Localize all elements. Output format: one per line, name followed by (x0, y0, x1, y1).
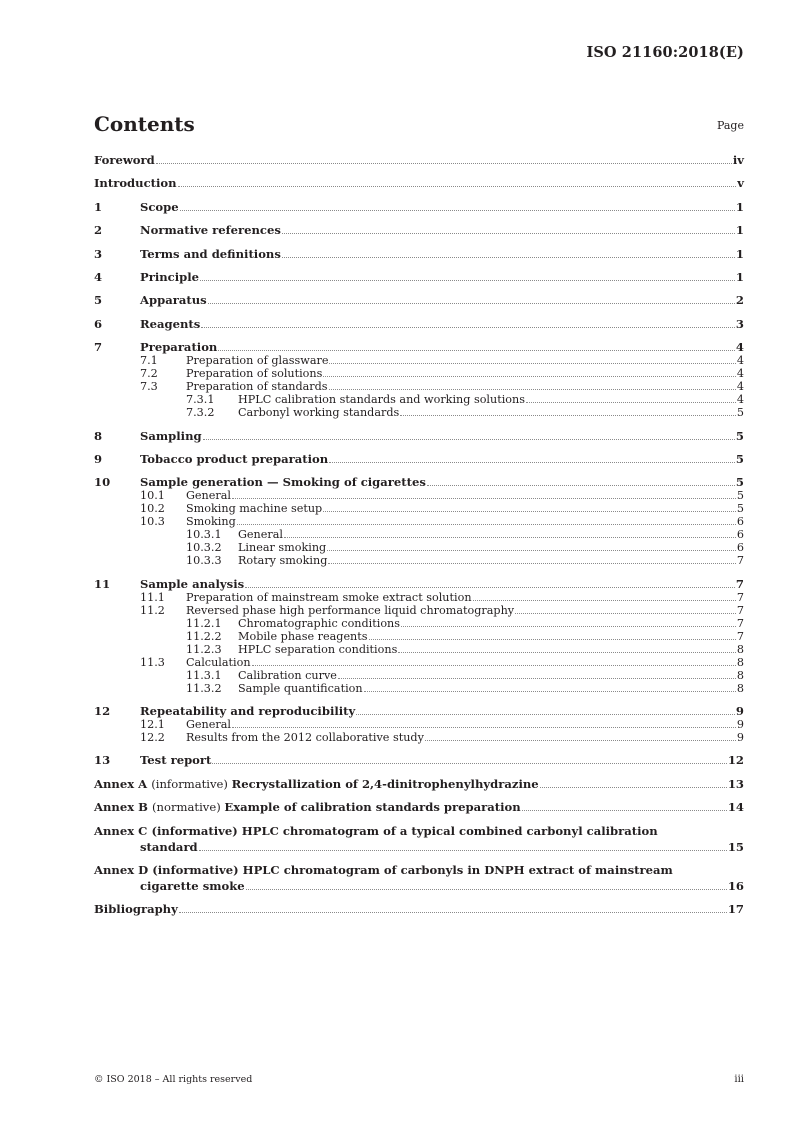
annex-entry[interactable] (94, 778, 744, 791)
dot-leader (179, 912, 727, 913)
bibliography-entry[interactable] (94, 903, 744, 916)
toc-entry[interactable] (94, 656, 744, 669)
section-number: 10.3.2 (186, 541, 222, 555)
section-number: 11.2.1 (186, 616, 222, 630)
section-title[interactable]: HPLC calibration standards and working solutions (238, 393, 525, 407)
section-title[interactable]: Terms and definitions (140, 246, 281, 261)
page-ref: 1 (735, 223, 744, 238)
section-title[interactable]: Results from the 2012 collaborative study (186, 731, 424, 745)
toc-entry[interactable] (94, 718, 744, 731)
section-title[interactable]: Calculation (186, 655, 251, 669)
toc-entry[interactable] (94, 604, 744, 617)
page-ref: 4 (735, 340, 744, 355)
toc-entry[interactable] (94, 754, 744, 767)
annex-type: (normative) (152, 800, 225, 815)
annex-type: (informative) (151, 823, 242, 838)
section-number: 11.2.2 (186, 629, 222, 643)
annex-entry[interactable] (94, 825, 744, 854)
bibliography-title[interactable]: Bibliography (94, 902, 178, 917)
section-title[interactable]: Chromatographic conditions (238, 616, 401, 630)
section-number: 1 (94, 199, 103, 214)
toc-entry[interactable] (94, 682, 744, 695)
section-title[interactable]: Rotary smoking (238, 554, 328, 568)
section-number: 4 (94, 269, 103, 284)
dot-leader (156, 163, 732, 164)
section-number: 11.2 (140, 603, 165, 617)
annex-title-continued[interactable] (94, 841, 744, 854)
dot-leader (369, 639, 736, 640)
dot-leader (232, 727, 736, 728)
annex-heading-cont: standard (140, 839, 198, 854)
page-ref: 4 (736, 367, 744, 381)
section-number: 9 (94, 451, 103, 466)
toc-entry[interactable] (94, 430, 744, 443)
page-ref: 1 (735, 246, 744, 261)
section-title[interactable]: Test report (140, 753, 212, 768)
toc-entry[interactable] (94, 630, 744, 643)
section-number: 7.2 (140, 367, 158, 381)
section-number: 8 (94, 428, 103, 443)
toc-entry[interactable] (94, 669, 744, 682)
toc-entry[interactable] (94, 354, 744, 367)
page-ref: 4 (736, 393, 744, 407)
toc-entry[interactable] (94, 201, 744, 214)
dot-leader (323, 511, 736, 512)
section-number: 11.2.3 (186, 642, 222, 656)
page-number: iii (734, 1074, 744, 1085)
page-ref: 13 (727, 776, 744, 791)
dot-leader (237, 524, 736, 525)
dot-leader (212, 763, 726, 764)
page-ref: 9 (736, 718, 744, 732)
section-number: 3 (94, 246, 103, 261)
section-number: 11.3.1 (186, 668, 222, 682)
page-ref: 4 (736, 354, 744, 368)
toc-entry[interactable] (94, 541, 744, 554)
section-title[interactable]: Preparation of mainstream smoke extract solution (186, 590, 472, 604)
page-ref: 15 (727, 839, 744, 854)
page-ref: 9 (736, 731, 744, 745)
toc-entry[interactable] (94, 453, 744, 466)
toc-entry[interactable] (94, 177, 744, 190)
annex-heading: Example of calibration standards preparation (224, 800, 521, 815)
toc-entry[interactable] (94, 154, 744, 167)
section-number: 12.2 (140, 731, 165, 745)
dot-leader (425, 740, 736, 741)
section-number: 7 (94, 340, 103, 355)
section-title[interactable]: General (186, 489, 231, 503)
page-ref: 5 (735, 451, 744, 466)
dot-leader (401, 626, 736, 627)
dot-leader (199, 850, 727, 851)
dot-leader (208, 303, 735, 304)
annex-title[interactable] (94, 778, 539, 791)
section-title[interactable]: Sample generation — Smoking of cigarettes (140, 475, 426, 490)
annex-heading-cont: cigarette smoke (140, 879, 245, 894)
section-title[interactable]: Preparation of solutions (186, 367, 323, 381)
section-title[interactable]: Calibration curve (238, 668, 337, 682)
page-ref: 4 (736, 380, 744, 394)
dot-leader (329, 389, 736, 390)
section-number: 12.1 (140, 718, 165, 732)
section-title[interactable]: Foreword (94, 153, 155, 167)
section-title[interactable]: Tobacco product preparation (140, 451, 329, 466)
annex-label: Annex C (94, 823, 152, 838)
page-ref: 5 (736, 502, 744, 516)
page-ref: 8 (736, 642, 744, 656)
section-number: 11 (94, 576, 111, 591)
section-number: 10.3.1 (186, 528, 222, 542)
page-ref: 6 (736, 528, 744, 542)
section-number: 10 (94, 475, 111, 490)
section-number: 13 (94, 753, 111, 768)
section-number: 7.3.2 (186, 406, 215, 420)
page-ref: 17 (727, 902, 744, 917)
section-number: 7.1 (140, 354, 158, 368)
toc-entry[interactable] (94, 248, 744, 261)
document-id: ISO 21160:2018(E) (586, 44, 744, 61)
page-ref: 5 (735, 428, 744, 443)
dot-leader (400, 415, 736, 416)
dot-leader (180, 210, 735, 211)
dot-leader (427, 485, 735, 486)
dot-leader (200, 280, 735, 281)
dot-leader (284, 537, 736, 538)
section-title[interactable]: Apparatus (140, 293, 207, 308)
page-ref: 7 (736, 554, 744, 568)
section-title[interactable]: Preparation of standards (186, 380, 328, 394)
annex-title[interactable] (94, 801, 521, 814)
section-title[interactable]: Reagents (140, 316, 201, 331)
toc-entry[interactable] (94, 380, 744, 393)
annex-entry[interactable] (94, 801, 744, 814)
dot-leader (201, 327, 735, 328)
toc-entry[interactable] (94, 731, 744, 744)
page-ref: 5 (735, 475, 744, 490)
dot-leader (364, 691, 736, 692)
section-title[interactable]: Principle (140, 269, 200, 284)
toc-entry[interactable] (94, 528, 744, 541)
dot-leader (252, 665, 736, 666)
section-number: 5 (94, 293, 103, 308)
section-title[interactable]: Sampling (140, 428, 202, 443)
toc-entry[interactable] (94, 502, 744, 515)
section-number: 7.3 (140, 380, 158, 394)
toc-entry[interactable] (94, 271, 744, 284)
dot-leader (540, 787, 727, 788)
toc-entry[interactable] (94, 554, 744, 567)
annex-label: Annex A (94, 776, 152, 791)
annex-title[interactable] (94, 864, 744, 877)
page-ref: 6 (736, 515, 744, 529)
annex-heading: HPLC chromatogram of a typical combined carbonyl calibration (241, 823, 658, 838)
section-title[interactable]: Reversed phase high performance liquid chromatography (186, 603, 515, 617)
dot-leader (338, 678, 736, 679)
section-title[interactable]: Sample quantification (238, 681, 363, 695)
page-ref: 1 (735, 199, 744, 214)
section-number: 11.3.2 (186, 681, 222, 695)
section-title[interactable]: Normative references (140, 223, 281, 238)
section-title[interactable]: Sample analysis (140, 576, 245, 591)
annex-label: Annex D (94, 863, 153, 878)
page-ref: 7 (736, 603, 744, 617)
page-ref: 2 (735, 293, 744, 308)
section-title[interactable]: General (238, 528, 283, 542)
dot-leader (178, 186, 737, 187)
page-ref: 7 (736, 629, 744, 643)
annex-heading: Recrystallization of 2,4-dinitrophenylhydrazine (231, 776, 539, 791)
annex-label: Annex B (94, 800, 153, 815)
section-title[interactable]: Smoking (186, 515, 236, 529)
dot-leader (245, 587, 735, 588)
dot-leader (282, 257, 735, 258)
section-title[interactable]: Preparation of glassware (186, 354, 329, 368)
dot-leader (356, 714, 735, 715)
section-number: 11.3 (140, 655, 165, 669)
dot-leader (246, 889, 727, 890)
dot-leader (398, 652, 736, 653)
toc-entry[interactable] (94, 578, 744, 591)
dot-leader (327, 550, 736, 551)
toc-entry[interactable] (94, 643, 744, 656)
section-number: 7.3.1 (186, 393, 215, 407)
page-title: Contents (94, 112, 195, 136)
page-ref: v (737, 176, 744, 191)
toc-entry[interactable] (94, 617, 744, 630)
dot-leader (473, 600, 736, 601)
toc-entry[interactable] (94, 489, 744, 502)
annex-title[interactable] (94, 825, 744, 838)
copyright-notice: © ISO 2018 – All rights reserved (94, 1074, 253, 1085)
dot-leader (232, 498, 736, 499)
page-ref: 5 (736, 489, 744, 503)
page-ref: 3 (735, 316, 744, 331)
dot-leader (329, 363, 735, 364)
section-title[interactable]: HPLC separation conditions (238, 642, 398, 656)
page-ref: 7 (736, 590, 744, 604)
annex-type: (informative) (152, 863, 243, 878)
section-number: 10.1 (140, 489, 165, 503)
dot-leader (203, 439, 735, 440)
section-title[interactable]: Scope (140, 199, 179, 214)
page-ref: 1 (735, 269, 744, 284)
page-ref: 9 (735, 704, 744, 719)
section-title[interactable]: Carbonyl working standards (238, 406, 400, 420)
page-column-label: Page (716, 119, 744, 132)
section-title[interactable]: Repeatability and reproducibility (140, 704, 356, 719)
section-number: 10.3.3 (186, 554, 222, 568)
page-ref: 12 (727, 753, 744, 768)
annex-entry[interactable] (94, 864, 744, 893)
toc-entry[interactable] (94, 705, 744, 718)
toc-entry[interactable] (94, 476, 744, 489)
page-ref: 14 (727, 800, 744, 815)
section-number: 2 (94, 223, 103, 238)
section-title[interactable]: Smoking machine setup (186, 502, 323, 516)
section-title[interactable]: Introduction (94, 176, 177, 191)
section-number: 10.3 (140, 515, 165, 529)
page-ref: 16 (727, 879, 744, 894)
dot-leader (328, 563, 736, 564)
toc-entry[interactable] (94, 515, 744, 528)
toc-entry[interactable] (94, 294, 744, 307)
annex-type: (informative) (151, 776, 232, 791)
section-number: 6 (94, 316, 103, 331)
annex-title-continued[interactable] (94, 880, 744, 893)
dot-leader (323, 376, 736, 377)
dot-leader (515, 613, 736, 614)
toc-entry[interactable] (94, 224, 744, 237)
page-ref: 8 (736, 681, 744, 695)
section-number: 12 (94, 704, 111, 719)
section-title[interactable]: Mobile phase reagents (238, 629, 368, 643)
annex-heading: HPLC chromatogram of carbonyls in DNPH extract of mainstream (242, 863, 673, 878)
page-ref: 8 (736, 668, 744, 682)
dot-leader (282, 233, 735, 234)
section-title[interactable]: Preparation (140, 340, 218, 355)
section-title[interactable]: General (186, 718, 231, 732)
toc-entry[interactable] (94, 318, 744, 331)
section-title[interactable]: Linear smoking (238, 541, 327, 555)
toc-entry[interactable] (94, 591, 744, 604)
dot-leader (329, 462, 735, 463)
page-ref: iv (732, 153, 744, 167)
toc-entry[interactable] (94, 406, 744, 419)
page-ref: 8 (736, 655, 744, 669)
page-ref: 7 (735, 576, 744, 591)
toc-entry[interactable] (94, 367, 744, 380)
table-of-contents (94, 154, 744, 916)
page-ref: 5 (736, 406, 744, 420)
toc-entry[interactable] (94, 393, 744, 406)
page-ref: 6 (736, 541, 744, 555)
section-number: 10.2 (140, 502, 165, 516)
dot-leader (526, 402, 736, 403)
dot-leader (218, 350, 735, 351)
dot-leader (522, 810, 727, 811)
toc-entry[interactable] (94, 341, 744, 354)
page-ref: 7 (736, 616, 744, 630)
section-number: 11.1 (140, 590, 165, 604)
